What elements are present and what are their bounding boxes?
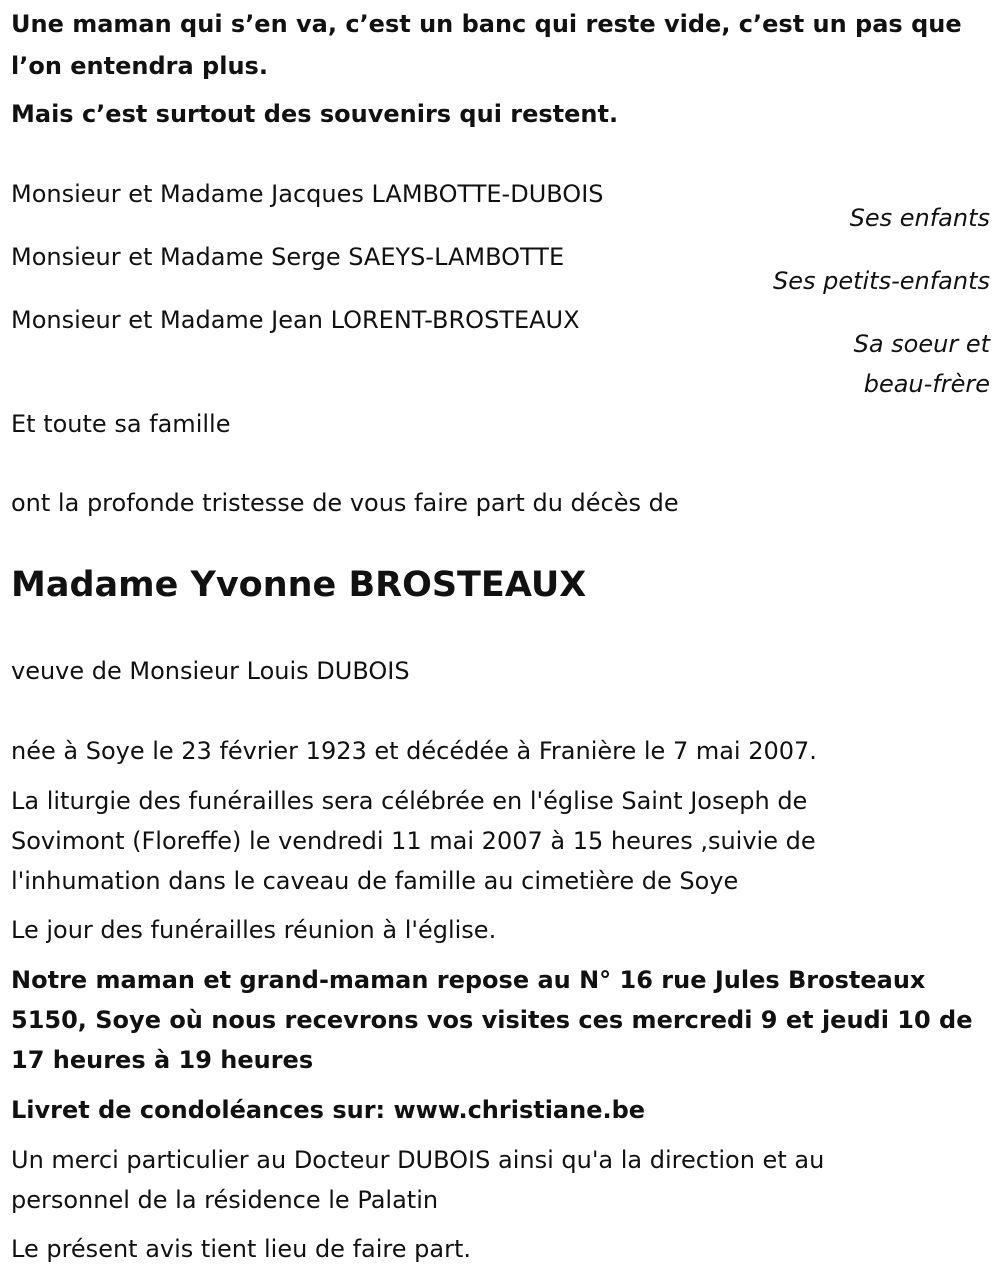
liturgy-line-3: l'inhumation dans le caveau de famille au cimetière de Soye	[11, 867, 739, 895]
quote-line-3: Mais c’est surtout des souvenirs qui restent.	[11, 100, 619, 128]
rest-line-2: 5150, Soye où nous recevrons vos visites ces mercredi 9 et jeudi 10 de	[11, 1006, 973, 1034]
family-member-2: Monsieur et Madame Serge SAEYS-LAMBOTTE	[11, 243, 565, 271]
family-member-3: Monsieur et Madame Jean LORENT-BROSTEAUX	[11, 306, 580, 334]
announcement: ont la profonde tristesse de vous faire part du décès de	[11, 489, 679, 517]
meeting-line: Le jour des funérailles réunion à l'église.	[11, 916, 497, 944]
quote-line-2: l’on entendra plus.	[11, 52, 268, 80]
family-relation-1: Ses enfants	[849, 204, 990, 232]
liturgy-line-1: La liturgie des funérailles sera célébrée en l'église Saint Joseph de	[11, 787, 808, 815]
deceased-name: Madame Yvonne BROSTEAUX	[11, 565, 587, 605]
family-relation-2: Ses petits-enfants	[772, 267, 990, 295]
condolences-line: Livret de condoléances sur: www.christiane.be	[11, 1096, 646, 1124]
thanks-line-2: personnel de la résidence le Palatin	[11, 1186, 439, 1214]
family-relation-3-line-2: beau-frère	[863, 370, 990, 398]
quote-line-1: Une maman qui s’en va, c’est un banc qui reste vide, c’est un pas que	[11, 10, 962, 38]
whole-family: Et toute sa famille	[11, 410, 231, 438]
birth-death-line: née à Soye le 23 février 1923 et décédée à Franière le 7 mai 2007.	[11, 737, 817, 765]
family-relation-3-line-1: Sa soeur et	[853, 330, 990, 358]
thanks-line-1: Un merci particulier au Docteur DUBOIS ainsi qu'a la direction et au	[11, 1146, 825, 1174]
rest-line-3: 17 heures à 19 heures	[11, 1046, 314, 1074]
liturgy-line-2: Sovimont (Floreffe) le vendredi 11 mai 2007 à 15 heures ,suivie de	[11, 827, 816, 855]
family-member-1: Monsieur et Madame Jacques LAMBOTTE-DUBOIS	[11, 180, 604, 208]
rest-line-1: Notre maman et grand-maman repose au N° 16 rue Jules Brosteaux	[11, 966, 926, 994]
notice-line: Le présent avis tient lieu de faire part.	[11, 1235, 471, 1263]
widow-line: veuve de Monsieur Louis DUBOIS	[11, 657, 410, 685]
